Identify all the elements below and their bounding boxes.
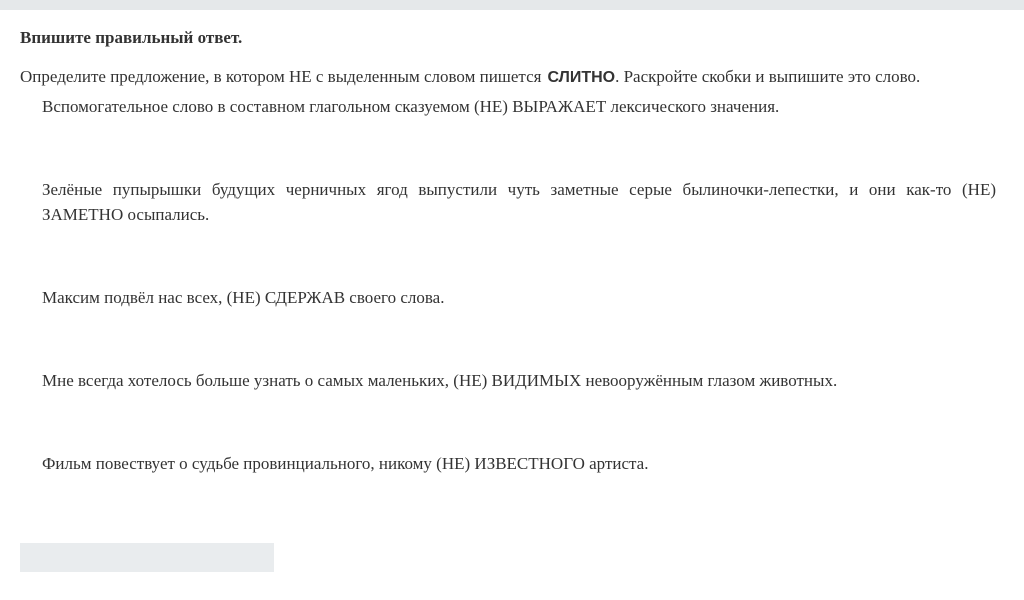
question-text bbox=[20, 67, 920, 87]
top-bar bbox=[0, 0, 1024, 10]
sentence-option: Вспомогательное слово в составном глагольном сказуемом (НЕ) ВЫРАЖАЕТ лексического значения. bbox=[42, 97, 780, 116]
sentence-option: Зелёные пупырышки будущих черничных ягод выпустили чуть заметные серые былиночки-лепестки, и они как-то (НЕ) ЗАМЕТНО осыпались. bbox=[42, 180, 996, 224]
answer-input[interactable] bbox=[20, 543, 274, 572]
question-text-after: . Раскройте скобки и выпишите это слово. bbox=[615, 67, 921, 86]
sentence-option: Мне всегда хотелось больше узнать о самых маленьких, (НЕ) ВИДИМЫХ невооружённым глазом животных. bbox=[42, 371, 838, 390]
sentence-option: Максим подвёл нас всех, (НЕ) СДЕРЖАВ своего слова. bbox=[42, 288, 445, 307]
question-keyword: СЛИТНО bbox=[547, 69, 616, 86]
instruction-title: Впишите правильный ответ. bbox=[20, 28, 243, 47]
question-text-before: Определите предложение, в котором НЕ с выделенным словом пишется bbox=[20, 67, 542, 86]
sentence-option: Фильм повествует о судьбе провинциального, никому (НЕ) ИЗВЕСТНОГО артиста. bbox=[42, 454, 649, 473]
